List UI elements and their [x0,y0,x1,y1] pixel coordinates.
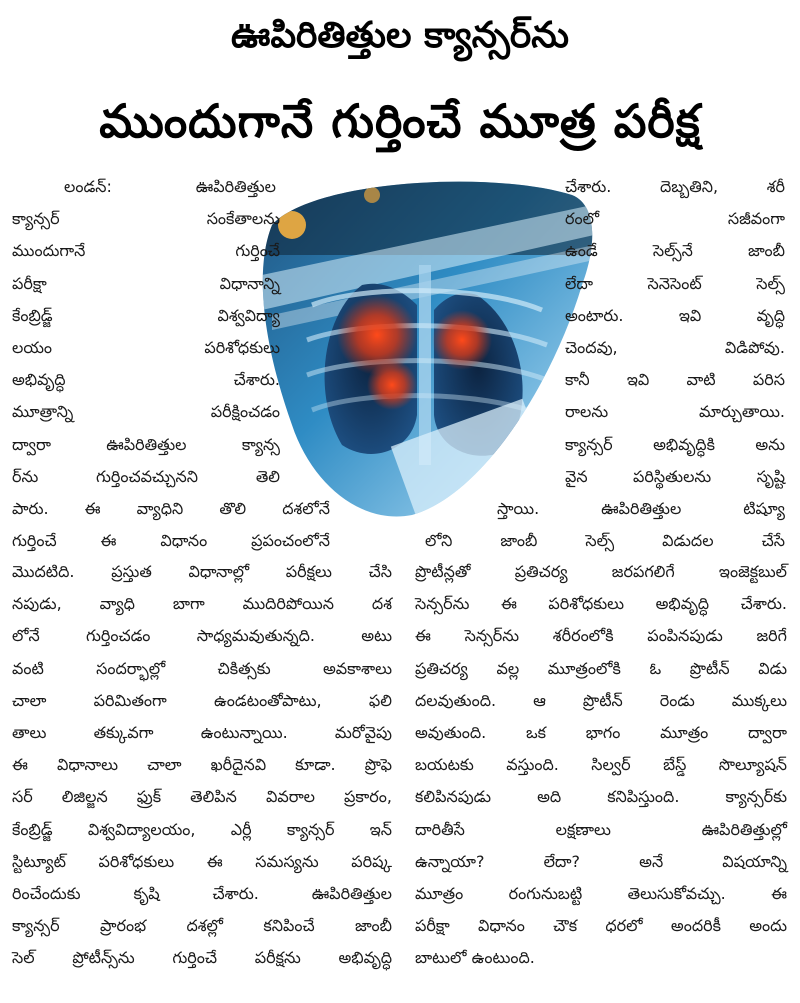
article-line: ప్రతిచర్య వల్ల మూత్రంలోకి ఓ ప్రొటీన్‌ విడు [415,658,787,678]
article-line: సర్‌ లిజిల్జన ఫ్రుక్‌ తెలిపిన వివరాల ప్రకారం, [12,787,392,807]
article-line: ఉన్నాయా? లేదా? అనే విషయాన్ని [415,851,787,871]
article-line: గుర్తించే ఈ విధానం ప్రపంచంలోనే [12,531,330,551]
article-line: చేశారు. దెబ్బతిని, శరీ [565,177,785,196]
article-line: దారితీసే లక్షణాలు ఊపిరితిత్తుల్లో [415,819,787,839]
article-line: ముందుగానే గుర్తించే [12,241,280,261]
article-line: మూత్రం రంగునుబట్టి తెలుసుకోవచ్చు. ఈ [415,884,787,903]
article-line: స్తాయి. ఊపిరితిత్తుల టిష్యూ [497,499,785,518]
article-line: చాలా పరిమితంగా ఉండటంతోపాటు, ఫలి [12,690,392,710]
article-line: లోనే గుర్తించడం సాధ్యమవుతున్నది. అటు [12,626,392,646]
article-line: పరీక్షా విధానాన్ని [12,273,280,293]
article-line: సెల్‌ ప్రోటీన్స్‌ను గుర్తించే పరీక్షను అభివృద్ధి [12,948,392,968]
lung-xray-photo [252,165,594,521]
article-line: కేంబ్రిడ్జ్‌ విశ్వవిద్యాలయం, ఎర్లీ క్యాన్సర్‌ ఇన్‌ [12,819,392,839]
article-line: సెన్సర్‌ను ఈ పరిశోధకులు అభివృద్ధి చేశారు. [415,594,787,614]
article-line: లండన్‌: ఊపిరితిత్తుల [64,177,276,196]
article-line: రించేందుకు కృషి చేశారు. ఊపిరితిత్తుల [12,884,392,903]
article-line: మూత్రాన్ని పరీక్షించడం [12,402,280,422]
article-line: బాటులో ఉంటుంది. [415,948,535,968]
article-line: కలిపినపుడు అది కనిపిస్తుంది. క్యాన్సర్‌కు [415,787,787,807]
article-line: మొదటిది. ప్రస్తుత విధానాల్లో పరీక్షలు చేసి [12,562,392,581]
article-line: క్యాన్సర్‌ ప్రారంభ దశల్లో కనిపించే జాంబీ [12,916,392,936]
article-line: దలవుతుంది. ఆ ప్రొటీన్‌ రెండు ముక్కలు [415,690,787,710]
article-line: రాలను మార్చుతాయి. [565,402,785,422]
article-line: రంలో సజీవంగా [565,209,785,229]
article-line: స్టిట్యూట్‌ పరిశోధకులు ఈ సమస్యను పరిష్క [12,851,392,871]
article-line: వంటి సందర్భాల్లో చికిత్సకు అవకాశాలు [12,658,392,678]
article-line: పారు. ఈ వ్యాధిని తొలి దశలోనే [12,499,330,518]
article-line: బయటకు వస్తుంది. సిల్వర్‌ బేస్డ్‌ సొల్యూషన్‌ [415,755,787,775]
article-line: ఉండే సెల్స్‌నే జాంబీ [565,241,785,261]
article-line: కేంబ్రిడ్జ్‌ విశ్వవిద్యా [12,305,280,325]
headline-line-2: ముందుగానే గుర్తించే మూత్ర పరీక్ష [99,94,701,148]
article-line: లయం పరిశోధకులు [12,338,280,357]
article-line: లోని జాంబీ సెల్స్‌ విడుదల చేసే [425,531,785,551]
article-line: అంటారు. ఇవి వృద్ధి [565,305,785,325]
article-line: తాలు తక్కువగా ఉంటున్నాయి. మరోవైపు [12,723,392,742]
article-line: కానీ ఇవి వాటి పరిస [565,370,785,390]
article-line: క్యాన్సర్‌ అభివృద్ధికి అను [565,434,785,454]
article-line: ర్‌ను గుర్తించవచ్చునని తెలి [12,466,280,486]
article-line: ద్వారా ఊపిరితిత్తుల క్యాన్స [12,434,280,454]
lung-xray-icon [252,165,594,521]
article-line: ఈ సెన్సర్‌ను శరీరంలోకి పంపినపుడు జరిగే [415,626,787,646]
article-line: పరీక్షా విధానం చౌక ధరలో అందరికీ అందు [415,916,787,936]
article-line: ఈ విధానాలు చాలా ఖరీదైనవి కూడా. ప్రొఫె [12,755,392,775]
article-line: నపుడు, వ్యాధి బాగా ముదిరిపోయిన దశ [12,594,392,614]
article-line: అవుతుంది. ఒక భాగం మూత్రం ద్వారా [415,723,787,742]
article-line: లేదా సెనెసెంట్‌ సెల్స్‌ [565,273,785,293]
article-line: అభివృద్ధి చేశారు. [12,370,280,390]
article-line: క్యాన్సర్‌ సంకేతాలను [12,209,280,229]
article-line: ప్రొటీన్లతో ప్రతిచర్య జరపగలిగే ఇంజెక్టబుల్‌ [415,562,787,581]
article-line: చెందవు, విడిపోవు. [565,338,785,357]
headline-line-1: ఊపిరితిత్తుల క్యాన్సర్‌ను [231,15,569,56]
article-line: వైన పరిస్థితులను సృష్టి [565,466,785,486]
